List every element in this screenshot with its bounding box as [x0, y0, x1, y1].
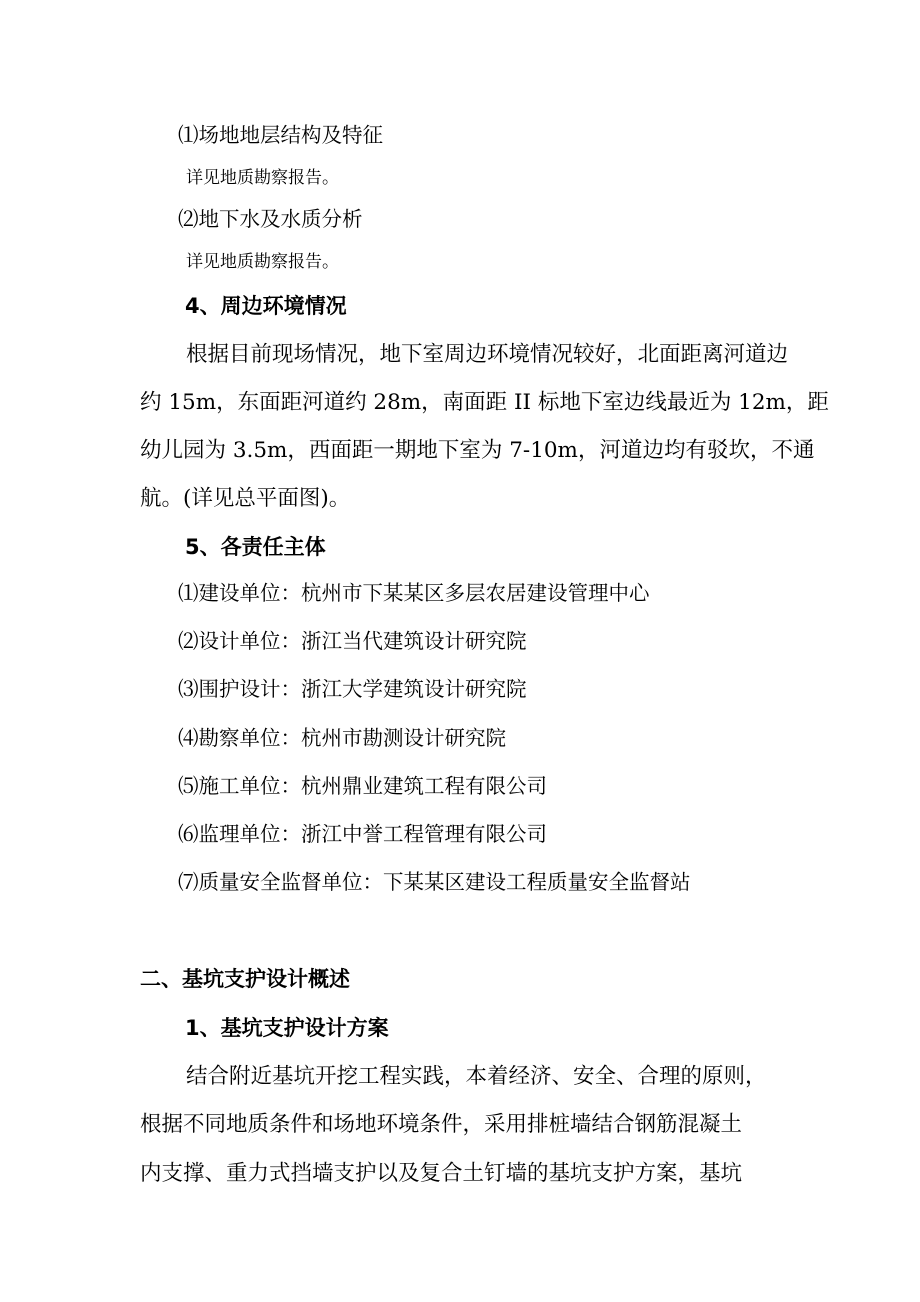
party-item: ⑵设计单位：浙江当代建筑设计研究院 — [178, 629, 527, 653]
geology-item-2: ⑵地下水及水质分析 — [178, 207, 363, 231]
section2-line-3: 内支撑、重力式挡墙支护以及复合土钉墙的基坑支护方案，基坑 — [140, 1161, 743, 1186]
party-item: ⑴建设单位：杭州市下某某区多层农居建设管理中心 — [178, 581, 650, 605]
parties-heading: 5、各责任主体 — [185, 535, 326, 559]
section2-sub-heading: 1、基坑支护设计方案 — [185, 1016, 389, 1040]
geology-note-2: 详见地质勘察报告。 — [186, 252, 339, 272]
environment-line-4: 航。(详见总平面图)。 — [140, 486, 351, 511]
party-item: ⑶围护设计：浙江大学建筑设计研究院 — [178, 677, 527, 701]
party-item: ⑺质量安全监督单位：下某某区建设工程质量安全监督站 — [178, 870, 691, 894]
environment-heading: 4、周边环境情况 — [185, 294, 347, 318]
party-item: ⑸施工单位：杭州鼎业建筑工程有限公司 — [178, 774, 547, 798]
section2-line-2: 根据不同地质条件和场地环境条件，采用排桩墙结合钢筋混凝土 — [140, 1112, 743, 1137]
environment-line-2: 约 15m，东面距河道约 28m，南面距 II 标地下室边线最近为 12m，距 — [140, 390, 829, 415]
environment-line-3: 幼儿园为 3.5m，西面距一期地下室为 7-10m，河道边均有驳坎，不通 — [140, 438, 815, 463]
party-item: ⑷勘察单位：杭州市勘测设计研究院 — [178, 726, 506, 750]
environment-line-1: 根据目前现场情况，地下室周边环境情况较好，北面距离河道边 — [186, 342, 789, 367]
geology-note-1: 详见地质勘察报告。 — [186, 168, 339, 188]
party-item: ⑹监理单位：浙江中誉工程管理有限公司 — [178, 822, 547, 846]
section2-line-1: 结合附近基坑开挖工程实践，本着经济、安全、合理的原则， — [186, 1064, 767, 1089]
section2-heading: 二、基坑支护设计概述 — [140, 967, 350, 991]
geology-item-1: ⑴场地地层结构及特征 — [178, 123, 383, 147]
